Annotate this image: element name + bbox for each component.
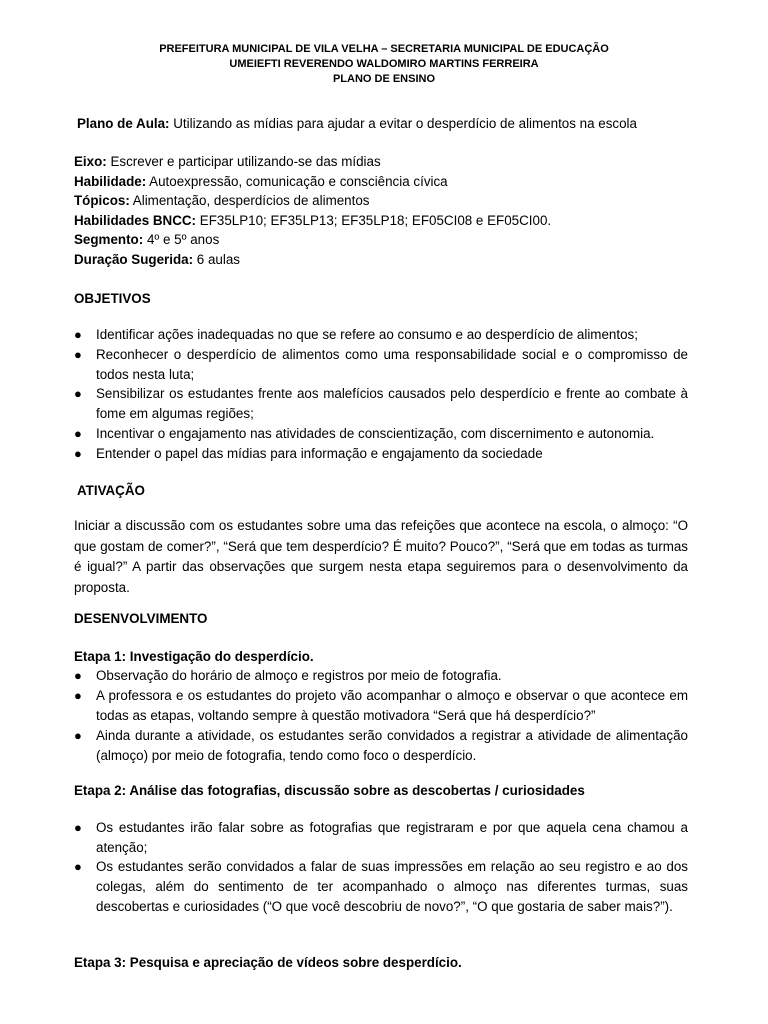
field-label: Habilidade: bbox=[74, 174, 147, 189]
field-label: Tópicos: bbox=[74, 193, 130, 208]
field-value: EF35LP10; EF35LP13; EF35LP18; EF05CI08 e EF05CI00. bbox=[199, 213, 552, 228]
section-objetivos-title: OBJETIVOS bbox=[74, 291, 151, 306]
plan-value: Utilizando as mídias para ajudar a evitar o desperdício de alimentos na escola bbox=[173, 116, 637, 131]
list-item-text: Entender o papel das mídias para informação e engajamento da sociedade bbox=[96, 446, 543, 461]
list-item bbox=[74, 325, 688, 345]
plan-label: Plano de Aula: bbox=[77, 116, 170, 131]
field-topicos bbox=[74, 191, 694, 211]
bullet-icon: ● bbox=[74, 668, 82, 683]
list-item bbox=[74, 345, 688, 385]
list-item bbox=[74, 424, 688, 444]
bullet-icon: ● bbox=[74, 347, 82, 362]
field-duracao bbox=[74, 250, 694, 270]
list-item-text: Sensibilizar os estudantes frente aos malefícios causados pelo desperdício e frente ao combate à fome em algumas regiões; bbox=[96, 386, 688, 421]
header-line-1: PREFEITURA MUNICIPAL DE VILA VELHA – SECRETARIA MUNICIPAL DE EDUCAÇÃO bbox=[159, 43, 609, 55]
list-item-text: Reconhecer o desperdício de alimentos como uma responsabilidade social e o compromisso de todos nesta luta; bbox=[96, 347, 688, 382]
list-item-text: Incentivar o engajamento nas atividades de conscientização, com discernimento e autonomia. bbox=[96, 426, 655, 441]
bullet-icon: ● bbox=[74, 820, 82, 835]
list-item bbox=[74, 384, 688, 424]
list-item-text: Os estudantes serão convidados a falar de suas impressões em relação ao seu registro e ao dos colegas, além do sentimento de ter acompanhado o almoço nas diferentes turmas, suas descobertas e curiosidades (“O que você descobriu de novo?”, “O que gostaria de saber mais?”). bbox=[96, 859, 688, 914]
field-value: Alimentação, desperdícios de alimentos bbox=[132, 193, 370, 208]
list-item bbox=[74, 857, 688, 917]
header-line-3: PLANO DE ENSINO bbox=[332, 73, 436, 85]
plan-line bbox=[77, 114, 697, 134]
bullet-icon: ● bbox=[74, 446, 82, 461]
field-habilidade bbox=[74, 172, 694, 192]
list-item-text: A professora e os estudantes do projeto vão acompanhar o almoço e observar o que acontece em todas as etapas, voltando sempre à questão motivadora “Será que há desperdício?” bbox=[96, 688, 688, 723]
field-habilidades-bncc bbox=[74, 211, 694, 231]
list-item bbox=[74, 444, 688, 464]
list-item bbox=[74, 666, 688, 686]
field-eixo bbox=[74, 152, 694, 172]
list-item bbox=[74, 818, 688, 858]
field-segmento bbox=[74, 230, 694, 250]
bullet-icon: ● bbox=[74, 859, 82, 874]
ativacao-paragraph: Iniciar a discussão com os estudantes sobre uma das refeições que acontece na escola, o almoço: “O que gostam de comer?”, “Será que tem desperdício? É muito? Pouco?”, “Será que em todas as turmas é igual?” A partir das observações que surgem nesta etapa seguiremos para o desenvolvimento da proposta. bbox=[74, 518, 688, 595]
list-item-text: Observação do horário de almoço e registros por meio de fotografia. bbox=[96, 668, 502, 683]
section-desenvolvimento-title: DESENVOLVIMENTO bbox=[74, 611, 208, 626]
header-line-2: UMEIEFTI REVERENDO WALDOMIRO MARTINS FERREIRA bbox=[229, 58, 539, 70]
field-value: Escrever e participar utilizando-se das mídias bbox=[110, 154, 381, 169]
bullet-icon: ● bbox=[74, 426, 82, 441]
field-value: 6 aulas bbox=[196, 252, 240, 267]
field-value: 4º e 5º anos bbox=[146, 232, 220, 247]
bullet-icon: ● bbox=[74, 327, 82, 342]
bullet-icon: ● bbox=[74, 688, 82, 703]
section-ativacao-title: ATIVAÇÃO bbox=[77, 483, 145, 498]
field-label: Habilidades BNCC: bbox=[74, 213, 197, 228]
bullet-icon: ● bbox=[74, 386, 82, 401]
etapa-1-title: Etapa 1: Investigação do desperdício. bbox=[74, 649, 314, 664]
field-label: Segmento: bbox=[74, 232, 144, 247]
document-header bbox=[0, 42, 768, 87]
etapa-2-title: Etapa 2: Análise das fotografias, discussão sobre as descobertas / curiosidades bbox=[74, 783, 585, 798]
list-item-text: Os estudantes irão falar sobre as fotografias que registraram e por que aquela cena chamou a atenção; bbox=[96, 820, 688, 855]
field-value: Autoexpressão, comunicação e consciência cívica bbox=[149, 174, 448, 189]
field-label: Eixo: bbox=[74, 154, 107, 169]
list-item bbox=[74, 686, 688, 726]
bullet-icon: ● bbox=[74, 728, 82, 743]
list-item bbox=[74, 726, 688, 766]
field-label: Duração Sugerida: bbox=[74, 252, 194, 267]
list-item-text: Ainda durante a atividade, os estudantes serão convidados a registrar a atividade de alimentação (almoço) por meio de fotografia, tendo como foco o desperdício. bbox=[96, 728, 688, 763]
etapa-3-title: Etapa 3: Pesquisa e apreciação de vídeos sobre desperdício. bbox=[74, 955, 462, 970]
list-item-text: Identificar ações inadequadas no que se refere ao consumo e ao desperdício de alimentos; bbox=[96, 327, 638, 342]
